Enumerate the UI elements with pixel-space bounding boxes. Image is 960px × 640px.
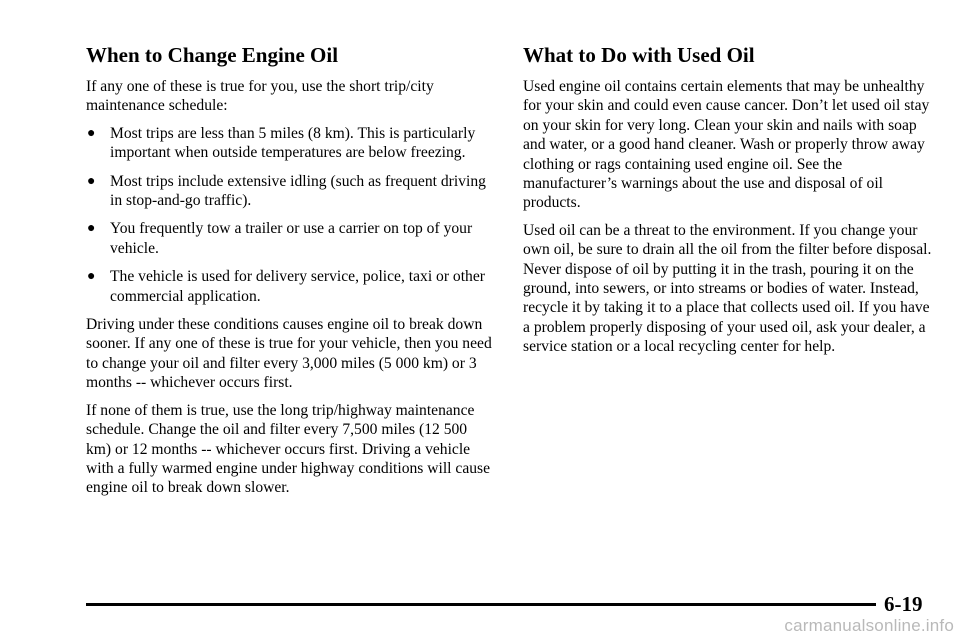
left-column [86, 42, 494, 506]
list-item-text: Most trips include extensive idling (such as frequent driving in stop-and-go traffic). [110, 172, 486, 210]
intro-paragraph: If any one of these is true for you, use the short trip/city maintenance schedule: [86, 78, 434, 115]
list-item [86, 124, 494, 163]
long-trip-paragraph: If none of them is true, use the long trip/highway maintenance schedule. Change the oil and filter every 7,500 miles (12 500 km) or 12 months -- whichever occurs first. Driving a vehicle with a fully warmed engine under highway conditions will cause engine oil to break down slower. [86, 401, 491, 497]
list-item-text: The vehicle is used for delivery service, police, taxi or other commercial application. [110, 268, 485, 305]
list-item [86, 219, 494, 258]
short-trip-paragraph: Driving under these conditions causes engine oil to break down sooner. If any one of these is true for your vehicle, then you need to change your oil and filter every 3,000 miles (5 000 km) or 3 months -- whichever occurs first. [86, 316, 492, 392]
footer-rule [86, 603, 876, 606]
list-item [86, 267, 494, 306]
bullet-icon: ● [87, 125, 96, 141]
list-item [86, 172, 494, 211]
bullet-icon: ● [87, 269, 96, 285]
environment-paragraph: Used oil can be a threat to the environment. If you change your own oil, be sure to drain all the oil from the filter before disposal. Never dispose of oil by putting it in the trash, pouring it on the ground, into sewers, or into streams or bodies of water. Instead, recycle it by taking it to a place that collects used oil. If you have a problem properly disposing of your used oil, ask your dealer, a service station or a local recycling center for help. [523, 221, 932, 356]
section-heading-used-oil: What to Do with Used Oil [523, 43, 755, 67]
condition-list [86, 124, 494, 306]
list-item-text: Most trips are less than 5 miles (8 km). This is particularly important when outside temperatures are below freezing. [110, 124, 476, 162]
health-warning-paragraph: Used engine oil contains certain elements that may be unhealthy for your skin and could even cause cancer. Don’t let used oil stay on your skin for very long. Clean your skin and nails with soap and water, or a good hand cleaner. Wash or properly throw away clothing or rags containing used engine oil. See the manufacturer’s warnings about the use and disposal of oil products. [523, 78, 930, 212]
bullet-icon: ● [87, 221, 96, 237]
page-number: 6-19 [884, 592, 923, 616]
section-heading-change-oil: When to Change Engine Oil [86, 43, 339, 67]
list-item-text: You frequently tow a trailer or use a carrier on top of your vehicle. [110, 220, 473, 257]
watermark-text: carmanualsonline.info [784, 616, 954, 635]
right-column [523, 42, 933, 365]
bullet-icon: ● [87, 173, 96, 189]
